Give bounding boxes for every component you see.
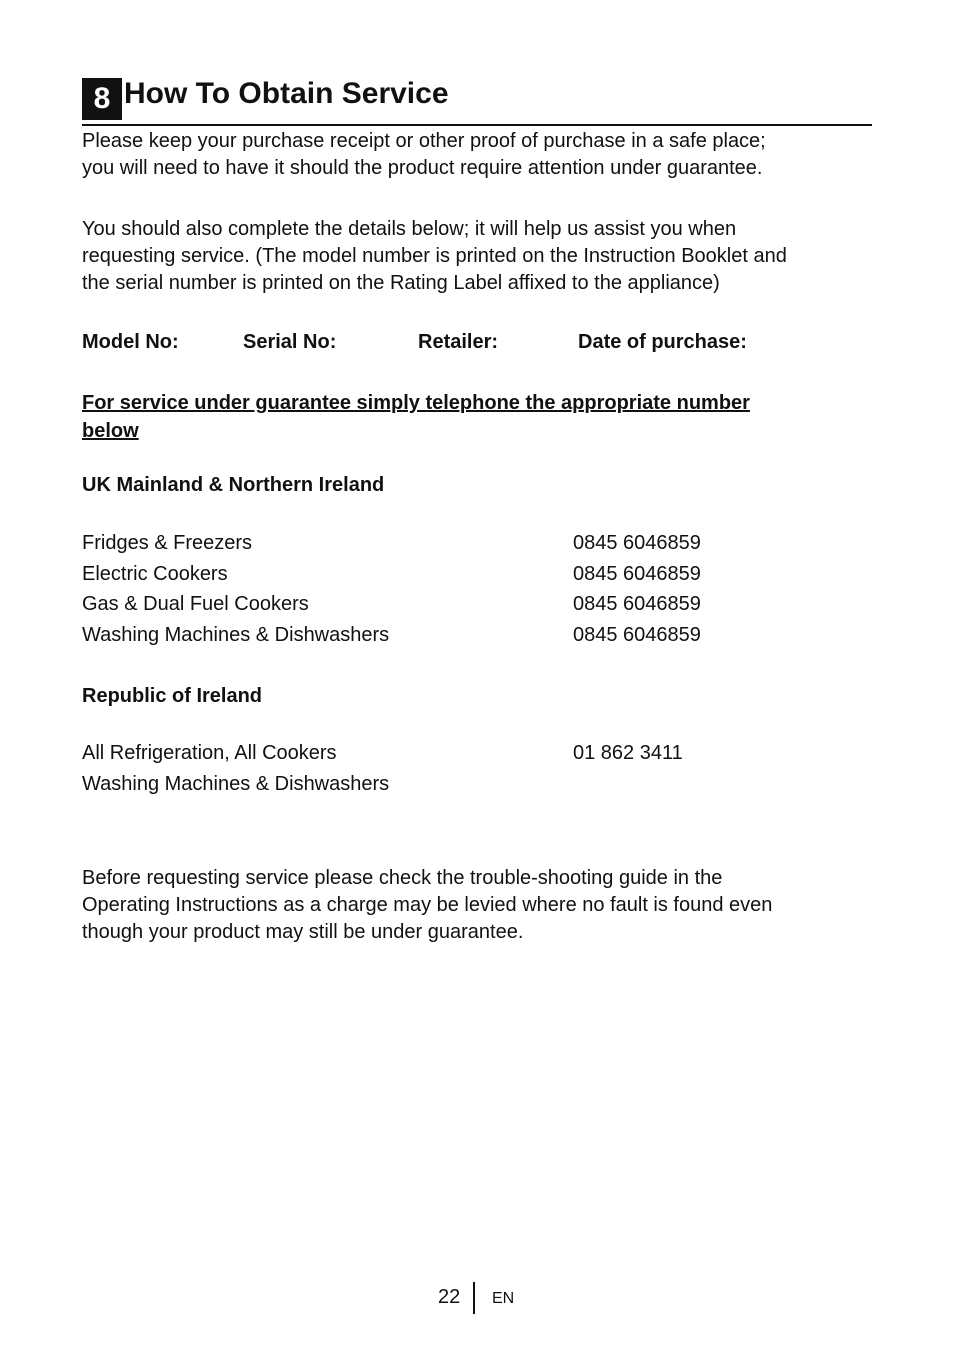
- closing-line: though your product may still be under guarantee.: [82, 921, 524, 943]
- ireland-heading: Republic of Ireland: [82, 685, 263, 707]
- uk-service-number: 0845 6046859: [573, 593, 701, 615]
- intro-paragraph-2: [82, 216, 882, 297]
- uk-heading: UK Mainland & Northern Ireland: [82, 474, 385, 496]
- closing-line: Before requesting service please check the trouble-shooting guide in the: [82, 867, 723, 889]
- uk-service-number: 0845 6046859: [573, 532, 701, 554]
- intro-line: you will need to have it should the product require attention under guarantee.: [82, 157, 763, 179]
- footer-divider: [473, 1282, 475, 1314]
- language-code: EN: [492, 1290, 515, 1307]
- uk-service-label: Gas & Dual Fuel Cookers: [82, 593, 309, 615]
- section-heading: [82, 74, 872, 126]
- ireland-service-number: 01 862 3411: [573, 742, 683, 764]
- section-number-badge: 8: [82, 78, 122, 120]
- uk-service-number: 0845 6046859: [573, 624, 701, 646]
- uk-service-label: Fridges & Freezers: [82, 532, 253, 554]
- retailer-label: Retailer:: [418, 331, 499, 353]
- page-number: 22: [438, 1286, 461, 1308]
- guarantee-note-line: For service under guarantee simply telephone the appropriate number: [82, 392, 750, 414]
- intro-line: requesting service. (The model number is printed on the Instruction Booklet and: [82, 245, 787, 267]
- uk-service-label: Electric Cookers: [82, 563, 228, 585]
- intro-paragraph-1: [82, 128, 882, 182]
- ireland-service-label: All Refrigeration, All Cookers: [82, 742, 337, 764]
- guarantee-note-line: below: [82, 420, 139, 442]
- closing-paragraph: [82, 865, 882, 946]
- model-no-label: Model No:: [82, 331, 179, 353]
- uk-service-number: 0845 6046859: [573, 563, 701, 585]
- intro-line: the serial number is printed on the Rating Label affixed to the appliance): [82, 272, 720, 294]
- ireland-service-label: Washing Machines & Dishwashers: [82, 773, 390, 795]
- serial-no-label: Serial No:: [243, 331, 337, 353]
- page-title: How To Obtain Service: [124, 77, 449, 110]
- intro-line: You should also complete the details below; it will help us assist you when: [82, 218, 737, 240]
- intro-line: Please keep your purchase receipt or other proof of purchase in a safe place;: [82, 130, 766, 152]
- guarantee-note: [82, 389, 882, 445]
- closing-line: Operating Instructions as a charge may be levied where no fault is found even: [82, 894, 773, 916]
- uk-service-label: Washing Machines & Dishwashers: [82, 624, 390, 646]
- date-of-purchase-label: Date of purchase:: [578, 331, 747, 353]
